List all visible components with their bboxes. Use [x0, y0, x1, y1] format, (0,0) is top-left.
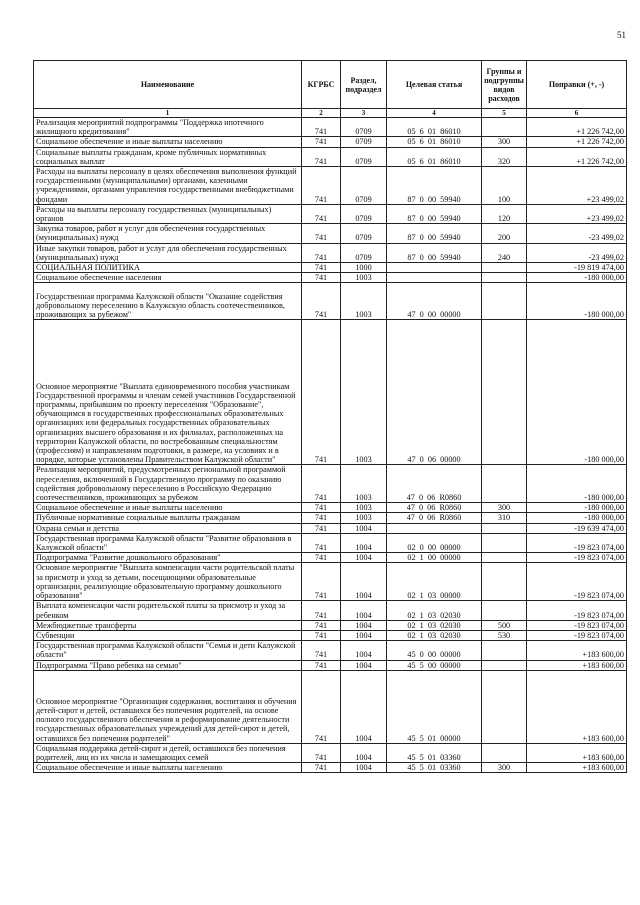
- row-amount-cell: -180 000,00: [527, 503, 627, 513]
- row-kgrbs-cell: 741: [302, 167, 341, 205]
- row-amount-cell: -19 639 474,00: [527, 523, 627, 533]
- column-number: 4: [387, 109, 482, 118]
- row-name-cell: Расходы на выплаты персоналу в целях обеспечения выполнения функций государственными (муниципальными) органами, казенными учреждениями, органами управления государственными внебюджетными фондами: [34, 167, 302, 205]
- table-row: [34, 601, 627, 620]
- row-name-cell: Социальная поддержка детей-сирот и детей, оставшихся без попечения родителей, лиц из их числа и замещающих семей: [34, 743, 302, 762]
- row-kgrbs-cell: 741: [302, 204, 341, 223]
- header-expense-type: Группы и подгруппы видов расходов: [482, 61, 527, 109]
- row-expense-type-cell: [482, 118, 527, 137]
- row-name-cell: Социальное обеспечение и иные выплаты населению: [34, 503, 302, 513]
- row-kgrbs-cell: 741: [302, 320, 341, 465]
- row-amount-cell: +183 600,00: [527, 641, 627, 660]
- row-expense-type-cell: [482, 533, 527, 552]
- row-target-article-cell: 02 0 00 00000: [387, 533, 482, 552]
- row-target-article-cell: 87 0 00 59940: [387, 204, 482, 223]
- row-target-article-cell: 45 5 01 03360: [387, 743, 482, 762]
- column-number: 3: [341, 109, 387, 118]
- row-section-cell: 0709: [341, 204, 387, 223]
- row-kgrbs-cell: 741: [302, 763, 341, 773]
- row-target-article-cell: 47 0 06 R0860: [387, 503, 482, 513]
- budget-amendments-table: [33, 60, 627, 773]
- row-target-article-cell: [387, 263, 482, 273]
- row-kgrbs-cell: 741: [302, 523, 341, 533]
- row-kgrbs-cell: 741: [302, 620, 341, 630]
- row-amount-cell: +23 499,02: [527, 167, 627, 205]
- row-kgrbs-cell: 741: [302, 263, 341, 273]
- row-section-cell: 1003: [341, 283, 387, 320]
- row-amount-cell: +1 226 742,00: [527, 137, 627, 147]
- row-amount-cell: -180 000,00: [527, 465, 627, 503]
- row-target-article-cell: [387, 523, 482, 533]
- row-name-cell: Государственная программа Калужской области "Оказание содействия добровольному переселению в Калужскую область соотечественников, проживающих за рубежом": [34, 283, 302, 320]
- row-target-article-cell: 47 0 06 R0860: [387, 513, 482, 523]
- row-amount-cell: +183 600,00: [527, 743, 627, 762]
- row-kgrbs-cell: 741: [302, 137, 341, 147]
- row-section-cell: 1004: [341, 523, 387, 533]
- row-expense-type-cell: 300: [482, 763, 527, 773]
- column-number: 6: [527, 109, 627, 118]
- row-target-article-cell: 02 1 03 02030: [387, 620, 482, 630]
- row-amount-cell: +183 600,00: [527, 763, 627, 773]
- row-section-cell: 1003: [341, 503, 387, 513]
- column-number-row: [34, 109, 627, 118]
- row-kgrbs-cell: 741: [302, 118, 341, 137]
- column-number: 1: [34, 109, 302, 118]
- table-row: [34, 118, 627, 137]
- row-section-cell: 1004: [341, 641, 387, 660]
- table-row: [34, 660, 627, 670]
- row-target-article-cell: 87 0 00 59940: [387, 167, 482, 205]
- table-row: [34, 224, 627, 243]
- row-kgrbs-cell: 741: [302, 273, 341, 283]
- column-number: 2: [302, 109, 341, 118]
- row-section-cell: 1000: [341, 263, 387, 273]
- row-name-cell: Расходы на выплаты персоналу государственных (муниципальных) органов: [34, 204, 302, 223]
- table-row: [34, 523, 627, 533]
- row-amount-cell: -19 823 074,00: [527, 620, 627, 630]
- row-target-article-cell: 05 6 01 86010: [387, 118, 482, 137]
- row-section-cell: 0709: [341, 147, 387, 166]
- row-expense-type-cell: 100: [482, 167, 527, 205]
- table-row: [34, 620, 627, 630]
- row-section-cell: 1004: [341, 763, 387, 773]
- row-amount-cell: -180 000,00: [527, 283, 627, 320]
- row-section-cell: 1004: [341, 620, 387, 630]
- table-row: [34, 503, 627, 513]
- row-expense-type-cell: [482, 660, 527, 670]
- row-amount-cell: -19 823 074,00: [527, 601, 627, 620]
- row-target-article-cell: 45 5 01 03360: [387, 763, 482, 773]
- row-target-article-cell: 02 1 03 02030: [387, 601, 482, 620]
- table-row: [34, 137, 627, 147]
- row-name-cell: Закупка товаров, работ и услуг для обеспечения государственных (муниципальных) нужд: [34, 224, 302, 243]
- row-kgrbs-cell: 741: [302, 641, 341, 660]
- row-expense-type-cell: [482, 563, 527, 601]
- row-expense-type-cell: 320: [482, 147, 527, 166]
- row-target-article-cell: 02 1 00 00000: [387, 553, 482, 563]
- table-row: [34, 630, 627, 640]
- row-expense-type-cell: 310: [482, 513, 527, 523]
- row-kgrbs-cell: 741: [302, 465, 341, 503]
- table-row: [34, 243, 627, 262]
- row-kgrbs-cell: 741: [302, 743, 341, 762]
- row-target-article-cell: 87 0 00 59940: [387, 243, 482, 262]
- table-row: [34, 563, 627, 601]
- row-kgrbs-cell: 741: [302, 503, 341, 513]
- row-section-cell: 0709: [341, 167, 387, 205]
- row-name-cell: Реализация мероприятий подпрограммы "Поддержка ипотечного жилищного кредитования": [34, 118, 302, 137]
- row-name-cell: Социальное обеспечение населения: [34, 273, 302, 283]
- row-section-cell: 0709: [341, 137, 387, 147]
- row-name-cell: Публичные нормативные социальные выплаты гражданам: [34, 513, 302, 523]
- row-name-cell: Государственная программа Калужской области "Семья и дети Калужской области": [34, 641, 302, 660]
- header-razdel: Раздел, подраздел: [341, 61, 387, 109]
- row-target-article-cell: 45 5 00 00000: [387, 660, 482, 670]
- row-name-cell: Государственная программа Калужской области "Развитие образования в Калужской области": [34, 533, 302, 552]
- table-row: [34, 263, 627, 273]
- row-section-cell: 1004: [341, 533, 387, 552]
- row-name-cell: Реализация мероприятий, предусмотренных региональной программой переселения, включенной в Государственную программу по оказанию содействия добровольному переселению в Российскую Федерацию соотечественников, проживающих за рубежом: [34, 465, 302, 503]
- row-expense-type-cell: [482, 553, 527, 563]
- row-section-cell: 1004: [341, 630, 387, 640]
- row-amount-cell: -19 823 074,00: [527, 533, 627, 552]
- header-kgrbs: КГРБС: [302, 61, 341, 109]
- row-name-cell: Подпрограмма "Право ребенка на семью": [34, 660, 302, 670]
- row-name-cell: Выплата компенсации части родительской платы за присмотр и уход за ребенком: [34, 601, 302, 620]
- row-amount-cell: -180 000,00: [527, 273, 627, 283]
- row-target-article-cell: 87 0 00 59940: [387, 224, 482, 243]
- row-kgrbs-cell: 741: [302, 147, 341, 166]
- table-row: [34, 743, 627, 762]
- row-expense-type-cell: [482, 263, 527, 273]
- row-kgrbs-cell: 741: [302, 660, 341, 670]
- table-row: [34, 465, 627, 503]
- row-target-article-cell: 45 5 01 00000: [387, 670, 482, 743]
- row-amount-cell: +183 600,00: [527, 670, 627, 743]
- row-name-cell: Субвенции: [34, 630, 302, 640]
- table-row: [34, 763, 627, 773]
- table-row: [34, 320, 627, 465]
- table-row: [34, 533, 627, 552]
- row-name-cell: Основное мероприятие "Выплата единовременного пособия участникам Государственной программы и членам семей участников Государственной программы, прибывшим по проекту переселения "Образование", обучающимся в государственных профессиональных образовательных организациях или федеральных государственных образовательных организациях высшего образования и их филиалах, расположенных на территории Калужской области, по востребованным специальностям (профессиям) и направлениям подготовки, в размере, на условиях и в порядке, которые установлены Правительством Калужской области": [34, 320, 302, 465]
- row-expense-type-cell: 240: [482, 243, 527, 262]
- row-name-cell: Основное мероприятие "Выплата компенсации части родительской платы за присмотр и уход за детьми, посещающими образовательные организации, реализующие образовательную программу дошкольного образования": [34, 563, 302, 601]
- row-section-cell: 0709: [341, 118, 387, 137]
- row-expense-type-cell: [482, 601, 527, 620]
- row-name-cell: Подпрограмма "Развитие дошкольного образования": [34, 553, 302, 563]
- row-target-article-cell: 02 1 03 00000: [387, 563, 482, 601]
- row-section-cell: 1003: [341, 513, 387, 523]
- row-amount-cell: -23 499,02: [527, 224, 627, 243]
- row-kgrbs-cell: 741: [302, 283, 341, 320]
- row-kgrbs-cell: 741: [302, 670, 341, 743]
- table-row: [34, 641, 627, 660]
- row-target-article-cell: 02 1 03 02030: [387, 630, 482, 640]
- row-name-cell: Социальное обеспечение и иные выплаты населению: [34, 763, 302, 773]
- column-number: 5: [482, 109, 527, 118]
- row-target-article-cell: 47 0 06 00000: [387, 320, 482, 465]
- table-row: [34, 147, 627, 166]
- row-section-cell: 1003: [341, 273, 387, 283]
- row-section-cell: 1004: [341, 563, 387, 601]
- row-expense-type-cell: [482, 273, 527, 283]
- row-section-cell: 1004: [341, 660, 387, 670]
- row-expense-type-cell: [482, 283, 527, 320]
- row-section-cell: 1003: [341, 465, 387, 503]
- row-amount-cell: +183 600,00: [527, 660, 627, 670]
- row-kgrbs-cell: 741: [302, 533, 341, 552]
- row-section-cell: 1004: [341, 601, 387, 620]
- row-amount-cell: +23 499,02: [527, 204, 627, 223]
- page-number: 51: [617, 30, 626, 40]
- row-expense-type-cell: 300: [482, 137, 527, 147]
- row-amount-cell: -19 819 474,00: [527, 263, 627, 273]
- row-section-cell: 1004: [341, 670, 387, 743]
- header-name: Наименование: [34, 61, 302, 109]
- row-target-article-cell: [387, 273, 482, 283]
- table-row: [34, 283, 627, 320]
- row-expense-type-cell: 120: [482, 204, 527, 223]
- row-section-cell: 1004: [341, 743, 387, 762]
- table-row: [34, 513, 627, 523]
- row-kgrbs-cell: 741: [302, 601, 341, 620]
- table-row: [34, 670, 627, 743]
- row-target-article-cell: 05 6 01 86010: [387, 137, 482, 147]
- row-section-cell: 0709: [341, 243, 387, 262]
- row-kgrbs-cell: 741: [302, 513, 341, 523]
- row-expense-type-cell: 500: [482, 620, 527, 630]
- row-kgrbs-cell: 741: [302, 553, 341, 563]
- row-kgrbs-cell: 741: [302, 243, 341, 262]
- row-expense-type-cell: [482, 320, 527, 465]
- row-expense-type-cell: 530: [482, 630, 527, 640]
- row-expense-type-cell: [482, 743, 527, 762]
- table-row: [34, 553, 627, 563]
- row-target-article-cell: 47 0 00 00000: [387, 283, 482, 320]
- row-amount-cell: +1 226 742,00: [527, 118, 627, 137]
- table-row: [34, 204, 627, 223]
- row-expense-type-cell: 200: [482, 224, 527, 243]
- row-name-cell: Межбюджетные трансферты: [34, 620, 302, 630]
- row-target-article-cell: 47 0 06 R0860: [387, 465, 482, 503]
- row-target-article-cell: 45 0 00 00000: [387, 641, 482, 660]
- table-row: [34, 167, 627, 205]
- row-amount-cell: -19 823 074,00: [527, 563, 627, 601]
- row-target-article-cell: 05 6 01 86010: [387, 147, 482, 166]
- row-amount-cell: -19 823 074,00: [527, 630, 627, 640]
- row-name-cell: СОЦИАЛЬНАЯ ПОЛИТИКА: [34, 263, 302, 273]
- row-expense-type-cell: [482, 670, 527, 743]
- row-expense-type-cell: [482, 465, 527, 503]
- row-kgrbs-cell: 741: [302, 224, 341, 243]
- row-amount-cell: -23 499,02: [527, 243, 627, 262]
- row-kgrbs-cell: 741: [302, 630, 341, 640]
- row-expense-type-cell: [482, 523, 527, 533]
- row-name-cell: Социальные выплаты гражданам, кроме публичных нормативных социальных выплат: [34, 147, 302, 166]
- row-kgrbs-cell: 741: [302, 563, 341, 601]
- table-row: [34, 273, 627, 283]
- row-name-cell: Основное мероприятие "Организация содержания, воспитания и обучения детей-сирот и детей, оставшихся без попечения родителей, на основе полного государственного обеспечения и реформирование деятельности государственных образовательных учреждений для детей-сирот и детей, оставшихся без попечения родителей": [34, 670, 302, 743]
- row-name-cell: Иные закупки товаров, работ и услуг для обеспечения государственных (муниципальных) нужд: [34, 243, 302, 262]
- header-amendments: Поправки (+, -): [527, 61, 627, 109]
- row-amount-cell: +1 226 742,00: [527, 147, 627, 166]
- row-amount-cell: -180 000,00: [527, 320, 627, 465]
- row-section-cell: 1003: [341, 320, 387, 465]
- row-section-cell: 0709: [341, 224, 387, 243]
- row-section-cell: 1004: [341, 553, 387, 563]
- row-expense-type-cell: [482, 641, 527, 660]
- row-amount-cell: -19 823 074,00: [527, 553, 627, 563]
- table-header-row: [34, 61, 627, 109]
- row-name-cell: Охрана семьи и детства: [34, 523, 302, 533]
- row-expense-type-cell: 300: [482, 503, 527, 513]
- row-amount-cell: -180 000,00: [527, 513, 627, 523]
- row-name-cell: Социальное обеспечение и иные выплаты населению: [34, 137, 302, 147]
- header-target-article: Целевая статья: [387, 61, 482, 109]
